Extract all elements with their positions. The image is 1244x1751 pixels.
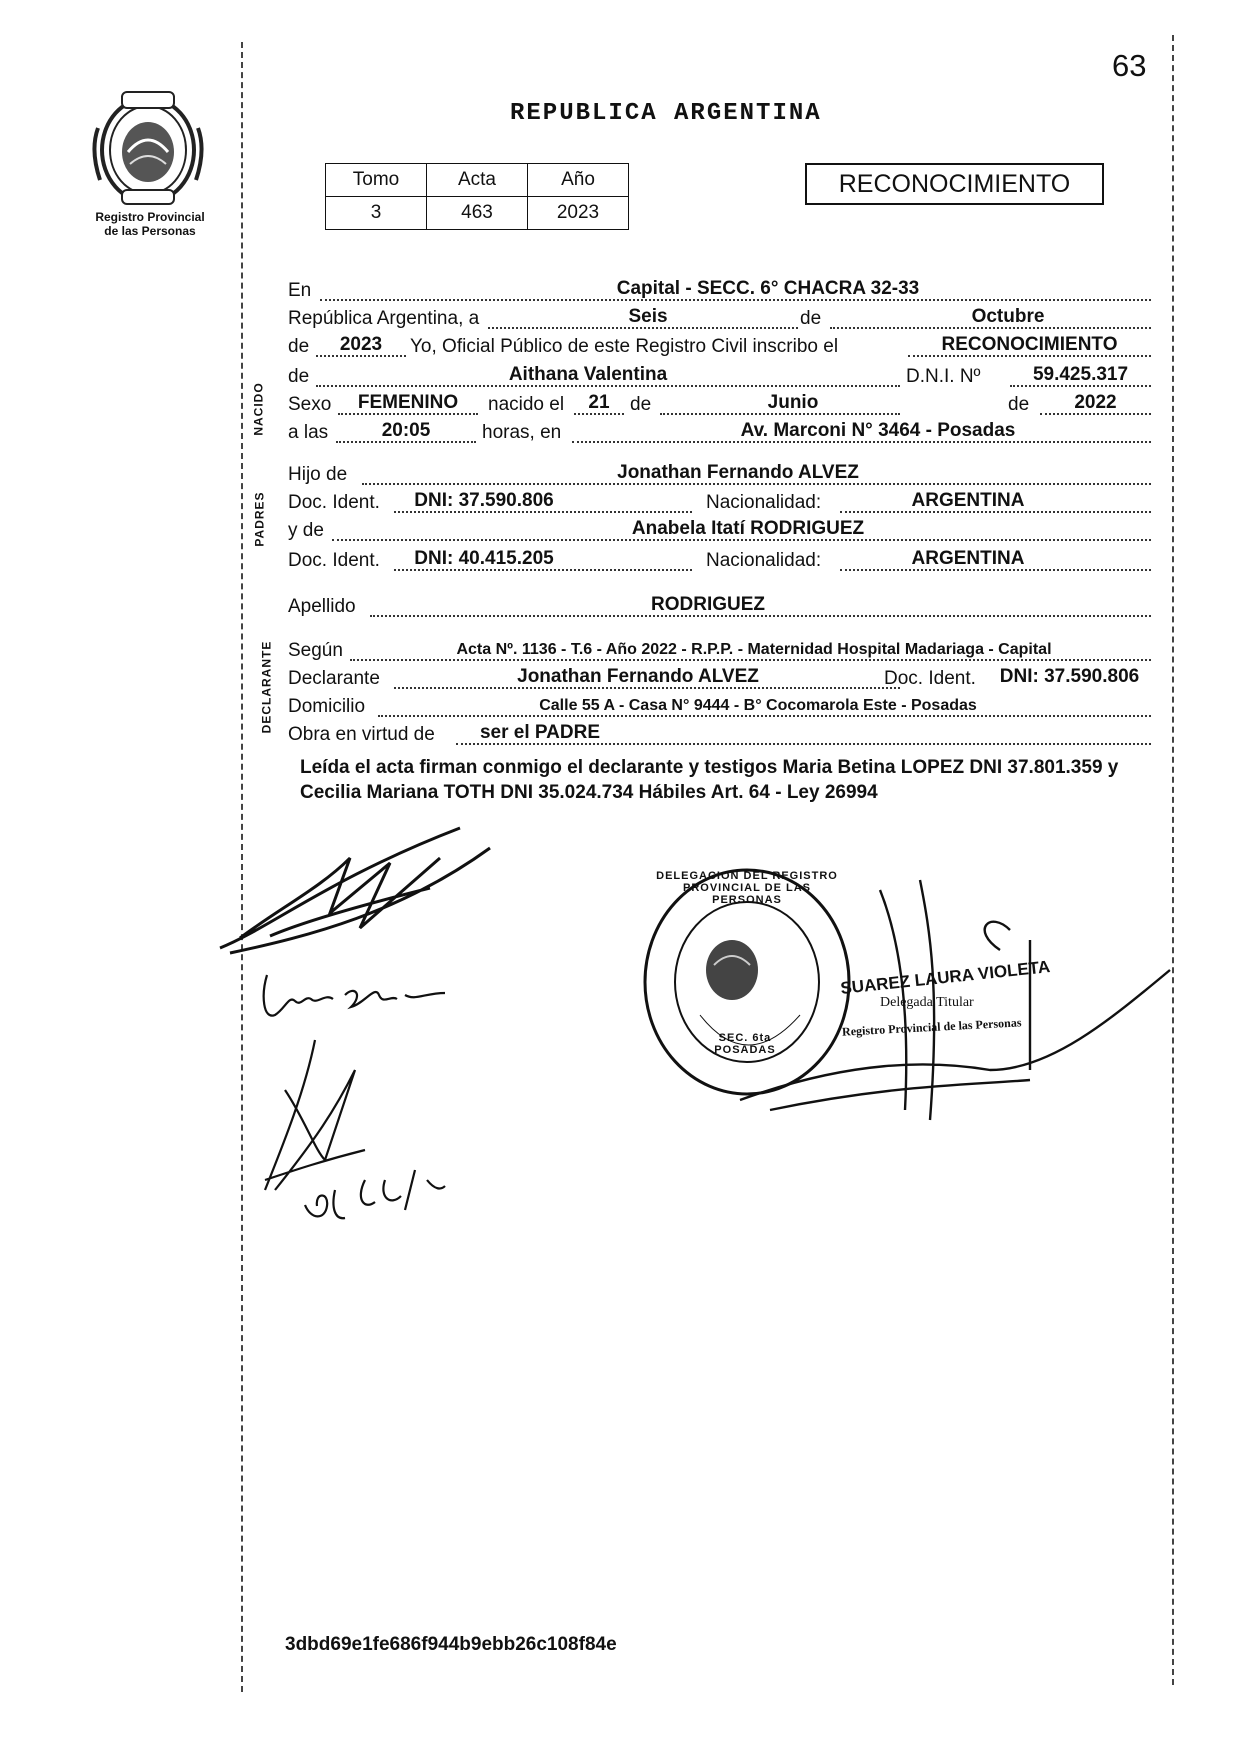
source-record-value: Acta Nº. 1136 - T.6 - Año 2022 - R.P.P. - Maternidad Hospital Madariaga - Capital bbox=[456, 641, 1052, 658]
section-label-declarante: DECLARANTE bbox=[259, 640, 274, 734]
registry-caption-line1: Registro Provincial bbox=[95, 210, 205, 224]
field-segun bbox=[288, 636, 1151, 664]
field-label: de bbox=[288, 366, 310, 387]
field-label: Según bbox=[288, 640, 343, 661]
mother-name-value: Anabela Itatí RODRIGUEZ bbox=[631, 518, 865, 539]
field-label: República Argentina, a bbox=[288, 308, 480, 329]
field-label: Sexo bbox=[288, 394, 332, 415]
closing-statement: Leída el acta firman conmigo el declarante y testigos Maria Betina LOPEZ DNI 37.801.359 y Cecilia Mariana TOTH DNI 35.024.734 Hábiles Art. 64 - Ley 26994 bbox=[300, 757, 1119, 803]
father-nationality-value: ARGENTINA bbox=[911, 490, 1025, 511]
record-table-cell: 463 bbox=[427, 197, 528, 230]
field-label: Apellido bbox=[288, 596, 356, 617]
dotted-line bbox=[350, 659, 1151, 661]
birth-place-value: Av. Marconi N° 3464 - Posadas bbox=[740, 420, 1016, 441]
section-label-padres: PADRES bbox=[252, 491, 267, 547]
record-table-header: Año bbox=[528, 164, 629, 197]
field-label: nacido el bbox=[488, 394, 565, 415]
field-label: Nacionalidad: bbox=[706, 550, 822, 571]
record-table-header: Tomo bbox=[326, 164, 427, 197]
declarant-signature bbox=[210, 818, 510, 968]
father-name-value: Jonathan Fernando ALVEZ bbox=[617, 462, 859, 483]
registry-caption bbox=[60, 210, 240, 238]
father-dni-value: DNI: 37.590.806 bbox=[414, 490, 554, 511]
page-number: 63 bbox=[1112, 48, 1147, 83]
document-hash: 3dbd69e1fe686f944b9ebb26c108f84e bbox=[285, 1634, 617, 1655]
field-madre bbox=[288, 516, 1151, 544]
field-label: a las bbox=[288, 422, 329, 443]
field-label: Domicilio bbox=[288, 696, 366, 717]
field-label: Nacionalidad: bbox=[706, 492, 822, 513]
birth-month-value: Junio bbox=[767, 392, 819, 413]
address-value: Calle 55 A - Casa N° 9444 - B° Cocomarola Este - Posadas bbox=[539, 697, 977, 714]
field-label: Doc. Ident. bbox=[288, 492, 380, 513]
dotted-line bbox=[378, 715, 1151, 717]
field-label: de bbox=[288, 336, 310, 357]
field-label: Doc. Ident. bbox=[884, 668, 976, 689]
section-label-nacido: NACIDO bbox=[251, 382, 266, 436]
record-table-value-row bbox=[326, 197, 629, 230]
field-hora bbox=[288, 418, 1151, 446]
record-type-value: RECONOCIMIENTO bbox=[941, 334, 1118, 355]
surname-value: RODRIGUEZ bbox=[651, 594, 765, 615]
registry-emblem-logo bbox=[88, 88, 208, 208]
right-margin-line bbox=[1172, 35, 1174, 1685]
child-dni-value: 59.425.317 bbox=[1032, 364, 1129, 385]
mother-dni-value: DNI: 40.415.205 bbox=[414, 548, 554, 569]
field-republica bbox=[288, 304, 1151, 332]
field-nombre bbox=[288, 362, 1151, 390]
field-anio bbox=[288, 332, 1151, 360]
official-role: Delegada Titular bbox=[880, 995, 974, 1010]
registry-caption-line2: de las Personas bbox=[104, 224, 196, 238]
page-title: REPUBLICA ARGENTINA bbox=[510, 100, 822, 127]
field-obra bbox=[288, 720, 1151, 748]
field-label: de bbox=[1008, 394, 1030, 415]
sex-value: FEMENINO bbox=[357, 392, 459, 413]
official-office: Registro Provincial de las Personas bbox=[841, 1015, 1022, 1039]
field-label: horas, en bbox=[482, 422, 562, 443]
record-table bbox=[325, 163, 629, 230]
field-domicilio bbox=[288, 692, 1151, 720]
field-doc-mother bbox=[288, 546, 1151, 574]
field-label: En bbox=[288, 280, 312, 301]
day-value: Seis bbox=[628, 306, 668, 327]
field-doc-father bbox=[288, 488, 1151, 516]
field-apellido bbox=[288, 592, 1151, 620]
capacity-value: ser el PADRE bbox=[479, 722, 601, 743]
record-table-cell: 2023 bbox=[528, 197, 629, 230]
mother-nationality-value: ARGENTINA bbox=[911, 548, 1025, 569]
record-table-cell: 3 bbox=[326, 197, 427, 230]
record-table-header: Acta bbox=[427, 164, 528, 197]
record-table-header-row bbox=[326, 164, 629, 197]
field-label: de bbox=[630, 394, 652, 415]
field-hijo bbox=[288, 460, 1151, 488]
year-value: 2023 bbox=[339, 334, 383, 355]
month-value: Octubre bbox=[971, 306, 1045, 327]
witness-signature-toth bbox=[245, 1030, 455, 1230]
witness-signature-lopez bbox=[255, 965, 455, 1035]
declarant-dni-value: DNI: 37.590.806 bbox=[999, 666, 1140, 687]
stamp-ring-text: DELEGACION DEL REGISTRO PROVINCIAL DE LAS PERSONAS bbox=[656, 870, 838, 906]
record-type-box: RECONOCIMIENTO bbox=[805, 163, 1104, 205]
field-declarante bbox=[288, 664, 1151, 692]
field-label: y de bbox=[288, 520, 324, 541]
birth-day-value: 21 bbox=[588, 392, 610, 413]
field-label: Doc. Ident. bbox=[288, 550, 380, 571]
field-label: Declarante bbox=[288, 668, 380, 689]
birth-year-value: 2022 bbox=[1074, 392, 1117, 413]
field-label: Hijo de bbox=[288, 464, 348, 485]
field-sexo bbox=[288, 390, 1151, 418]
stamp-inner-text: SEC. 6ta POSADAS bbox=[714, 1032, 776, 1056]
declarant-name-value: Jonathan Fernando ALVEZ bbox=[517, 666, 759, 687]
child-name-value: Aithana Valentina bbox=[508, 364, 668, 385]
field-en bbox=[288, 276, 1151, 304]
inscription-text: Yo, Oficial Público de este Registro Civil inscribo el bbox=[410, 336, 839, 357]
official-name: SUAREZ LAURA VIOLETA bbox=[839, 957, 1051, 998]
field-label: Obra en virtud de bbox=[288, 724, 435, 745]
place-value: Capital - SECC. 6° CHACRA 32-33 bbox=[616, 278, 920, 299]
birth-time-value: 20:05 bbox=[381, 420, 431, 441]
field-label: D.N.I. Nº bbox=[906, 366, 981, 387]
field-label: de bbox=[800, 308, 822, 329]
